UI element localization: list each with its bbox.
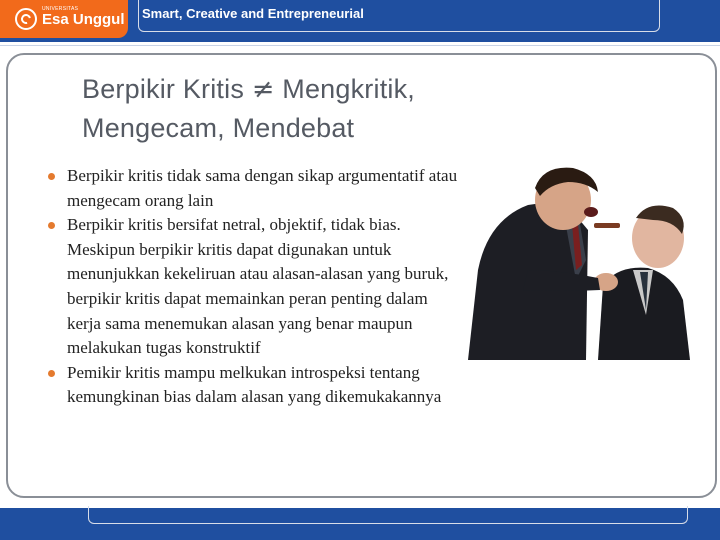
header-band xyxy=(0,42,720,50)
logo-name: Esa Unggul xyxy=(42,11,125,28)
bullet-text: Berpikir kritis bersifat netral, objektif, tidak bias. Meskipun berpikir kritis dapat digunakan untuk menunjukkan kekeliruan atau alasan-alasan yang buruk, berpikir kritis dapat memainkan peran penting dalam kerja sama menemukan alasan yang benar maupun melakukan tugas konstruktif xyxy=(67,215,449,358)
bullet-list xyxy=(40,164,460,410)
footer-frame xyxy=(88,506,688,524)
top-header-bar xyxy=(0,0,720,42)
title-line-2: Mengecam, Mendebat xyxy=(82,113,355,143)
logo-mark-icon xyxy=(15,8,37,30)
bullet-text: Pemikir kritis mampu melkukan introspeksi tentang kemungkinan bias dalam alasan yang dikemukakannya xyxy=(67,362,442,407)
bullet-dot-icon xyxy=(48,173,55,180)
logo-subtitle: UNIVERSITAS xyxy=(42,6,79,12)
title-line-1 xyxy=(82,70,562,109)
slide-title xyxy=(82,70,562,147)
tagline: Smart, Creative and Entrepreneurial xyxy=(142,6,364,21)
not-equal-symbol: ≠ xyxy=(251,74,275,105)
arguing-men-photo xyxy=(468,150,690,360)
title-part-a: Berpikir Kritis xyxy=(82,74,252,104)
title-part-b: Mengkritik, xyxy=(274,74,415,104)
bullet-dot-icon xyxy=(48,222,55,229)
bullet-item xyxy=(40,164,460,213)
bullet-item xyxy=(40,213,460,361)
header-divider xyxy=(0,45,720,46)
bullet-item xyxy=(40,361,467,410)
logo[interactable] xyxy=(0,0,128,38)
bullet-dot-icon xyxy=(48,370,55,377)
bullet-text: Berpikir kritis tidak sama dengan sikap argumentatif atau mengecam orang lain xyxy=(67,166,458,210)
